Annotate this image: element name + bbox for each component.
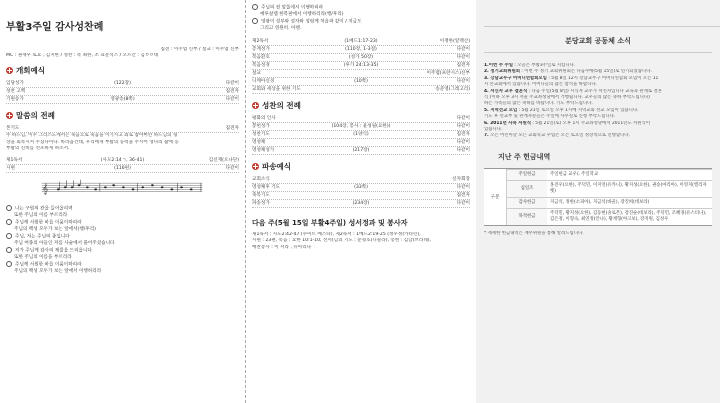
officiant-info: 집전 : 이주엽 신부 / 설교 : 이주엽 신부 <box>160 47 239 52</box>
notice-line: 1.이번 주 주일 : 오늘은 부활3주일로 지킵니다. <box>484 63 576 68</box>
next-week-line: 애찬봉사 : 이 서라 , 유아리다 <box>252 244 312 250</box>
response-circle-icon <box>6 205 12 211</box>
service-row: 성찬기도 (1양식) 집전자 <box>252 132 470 138</box>
cross-icon <box>6 67 13 74</box>
next-week-line: 제1독서 : 사도2:42-47 (수미트 예스타), 제2독서 : 1베드2:19-25 (정우정(카타린), <box>252 232 421 238</box>
response-circle-icon <box>252 18 258 24</box>
notice-line: 하는 가족들의 많은 축하를 바랍니다. 기도 부탁드립니다. <box>484 101 593 107</box>
service-row: 설교 이주엽(프란시스)신부 <box>252 71 470 77</box>
cross-icon <box>6 112 13 119</box>
service-row: 복음성경 (루가 24:13-35) 집전자 <box>252 63 470 69</box>
offering-heading: 지난 주 헌금내역 <box>498 152 551 161</box>
staff-info: MC : 권재우 토요 , 김지한 / 성찬 : 복 최한, 조 표문석스 / 오르간 : 김ㅇㅇ대 <box>6 53 159 59</box>
section-heading-dismissal: 파송예식 <box>252 161 470 172</box>
service-row: 영성체성가 (217장) 다같이 <box>252 148 470 154</box>
offering-footnote: * 재세한 헌금내역은 재무위원을 통해 알려드립니다. <box>484 230 584 236</box>
cross-icon <box>252 102 259 109</box>
news-column <box>476 0 720 403</box>
response-circle-icon <box>6 219 12 225</box>
offering-side-label: 구분 <box>484 169 507 225</box>
notice-line: 5. 지역선교 모임 : 5월 21일 토요일 오후 1시에 지역교회 선교 모임이 있습니다. <box>484 107 639 113</box>
psalm-response: 주님, 저는 주님의 종입니다 주님 여종의 아들인 저를 사슬에서 풀어주셨습니다 <box>6 233 239 247</box>
collect-text: 주 하느님, 이주 그리스도께서는 죽음으로 죽음을 이기시고 죄로 참아버린 하느님의 형 <box>6 133 178 139</box>
service-row: 평화의 인사 다같이 <box>252 116 470 122</box>
service-row: 층계성가 (110장, 1-3절) 다같이 <box>252 47 470 53</box>
notice-line: 기도 후 선교부 및 관계자분들은 주일에 사무실로 신청 부탁드립니다. <box>484 114 616 120</box>
service-row: 봉헌성가 (104장, 봉사 : 윤성필(요한)) 다같이 <box>252 124 470 130</box>
page-title: 부활3주일 감사성찬례 <box>6 22 104 33</box>
psalm-response: 주님께 서원한 바를 이룸이하리라 주님의 백성 모두가 보는 앞에서 이행하리라 <box>6 261 239 275</box>
section-heading-opening: 개회예식 <box>6 65 239 76</box>
service-row: 파송성가 (234장) 다같이 <box>252 201 470 207</box>
service-row: 성찬 고백 집전자 <box>6 89 239 95</box>
next-week-line: 시편 : 23편, 복음 : 요한 10:1-10, 선서(님의 기도 : 문형호(니콜라), 봉헌 : 김남(브라네), <box>252 238 432 244</box>
collect-row: 본기도 집전자 <box>6 126 239 132</box>
notice-line: 시 본교회에서 있습니다. 어머니들의 많은 참석을 바랍니다. <box>484 82 597 88</box>
offering-table <box>484 168 712 226</box>
service-row: 시편 (116편) 다같이 <box>6 166 239 172</box>
news-title: 분당교회 공동체 소식 <box>565 37 631 45</box>
response-circle-icon <box>6 261 12 267</box>
psalm-continuation: 주님의 전 앞뜰에서 이행하리라 예루살렘 한복판에서 이행하리라(행/후리) <box>252 4 470 18</box>
next-week-heading: 다음 주(5월 15일 부활4주일) 성서정과 및 봉사자 <box>252 219 408 228</box>
psalm-response: 나는 구원의 잔을 들어올리며 또한 주님의 이름 부르리라 <box>6 205 239 219</box>
offering-row: 목적헌금 주덕민, 황지성(요한), 김동현(솔로몬), 강진순(데보라), 주덕민, 조혜경(유스티나), 김은정, 이형숙, 최연정(안나), 황재형(야고보), 강지원, 김성우 <box>507 208 712 225</box>
collect-text: 상을 회복시켜 주셨나이다. 바라옵건대, 우리에게 부활의 능력을 주시어 영다의 삶에 동 <box>6 139 179 145</box>
response-circle-icon <box>6 247 12 253</box>
offering-row: 주일헌금 주일헌금 교우/, 주일학교 <box>507 169 712 180</box>
psalm-response: 저가 주님께 감사의 제물을 드리옵니다 또한 주님의 이름을 부르리라 <box>6 247 239 261</box>
service-row: 축복기도 집전자 <box>252 193 470 199</box>
section-heading-eucharist: 성찬의 전례 <box>252 100 470 111</box>
notice-line: 7. 오는 어린이날 모든 교회학교 수업은 오는 토요일 정상적으로 진행합니다. <box>484 133 630 139</box>
notice-line: 있습니다. <box>484 127 503 133</box>
service-row: 제2독서 (1베드1:17-23) 이정한(알렉산) <box>252 39 470 45</box>
service-row: 교회소식 신자회장 <box>252 177 470 183</box>
notice-line: 6. 2011년 사목 서원식 : 5월 21일(토) 오후 1시 주교좌성당에서 2011년도 서원식이 <box>484 120 650 126</box>
service-row: 영성체후 기도 (33쪽) 다같이 <box>252 185 470 191</box>
service-row: 니케아신경 (10쪽) 다같이 <box>252 79 470 85</box>
service-row: 영성체 다같이 <box>252 140 470 146</box>
service-row: 교회와 세상을 위한 기도 송준영(그레고리) <box>252 87 470 93</box>
notice-line: 2. 정기교회위원회 : 이번 주 정기 교회위원회는 다음주에(5월 15일)로 연기되었습니다. <box>484 69 652 75</box>
notice-line: 식 (이하 오후 3시 서울 주교좌성당에서 거행됩니다. 교우들의 많은 축하 부탁드립니다) <box>484 95 650 101</box>
service-row: 제1독서 (사도2:14ㄱ, 36-41) 김신재(오나단) <box>6 158 239 164</box>
service-row: 입당성가 (122장) 다같이 <box>6 81 239 87</box>
order-of-service-column-2 <box>245 0 476 403</box>
notice-line: 3. 강남교무구 어머니연합회모임 : 5월 8일 12시 강남교무구 어머니연합회 모임이 오는 11 <box>484 75 659 81</box>
offering-row: 감사헌금 지금석, 정한(소피아), 지금석(바울), 장진희(데보라) <box>507 197 712 208</box>
offering-row: 십일조 홍진우(요한), 주덕민, 이지연(유카니), 황지성(요한), 권승(마리아), 이영지(엘리자벳) <box>507 180 712 197</box>
cross-icon <box>252 163 259 170</box>
service-row: 기원송가 영광송(8쪽) 다같이 <box>6 97 239 103</box>
news-header-band <box>484 0 720 27</box>
collect-text: 부활의 신비를 선포하게 하소서. <box>6 145 70 151</box>
order-of-service-column-1 <box>0 0 245 403</box>
svg-text:𝄞: 𝄞 <box>42 183 49 195</box>
service-row: 복음환호 (성가 50장) 다같이 <box>252 55 470 61</box>
section-heading-word: 말씀의 전례 <box>6 110 239 121</box>
psalm-response: 주님께 서원한 바를 이룸이하리라 주님의 백성 모두가 보는 앞에서(행/후리) <box>6 219 239 233</box>
response-circle-icon <box>252 4 258 10</box>
music-staff-image <box>6 179 238 197</box>
response-circle-icon <box>6 233 12 239</box>
gloria-patri: 영광이 성부와 성자와 성령께 처음과 같이 / 지금도 그리고 영원히. 아멘. <box>252 18 470 32</box>
notice-line: 4. 서신자 교우 결혼식 : 다음 주일(5월 8일) 시식자 교우가 서신자입니다 교육과 관계로 결혼 <box>484 88 662 94</box>
